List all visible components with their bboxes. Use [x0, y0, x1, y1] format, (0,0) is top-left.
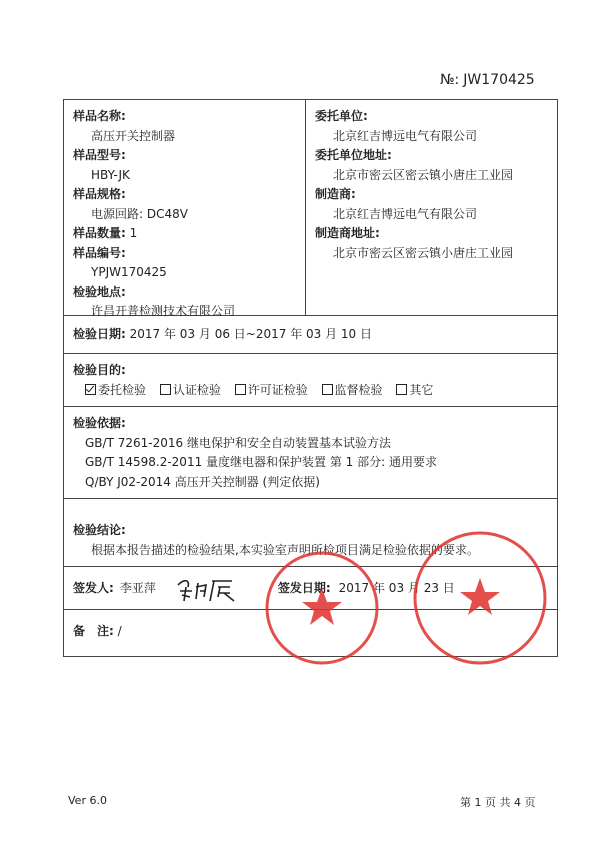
sample-model-label: 样品型号: — [73, 148, 126, 162]
issue-date-label: 签发日期: — [277, 581, 331, 596]
inspection-date-value: 2017 年 03 月 06 日~2017 年 03 月 10 日 — [129, 327, 372, 341]
sample-model-value: HBY-JK — [91, 167, 130, 182]
manufacturer-address-value: 北京市密云区密云镇小唐庄工业园 — [333, 245, 514, 260]
sample-spec-label: 样品规格: — [73, 187, 126, 201]
client-info-cell — [306, 100, 558, 316]
report-number-value: JW170425 — [463, 72, 535, 88]
sample-spec-value: 电源回路: DC48V — [91, 206, 188, 221]
checkbox[interactable] — [396, 384, 407, 395]
client-address-label: 委托单位地址: — [315, 148, 392, 162]
inspection-site-value: 许昌开普检测技术有限公司 — [91, 304, 236, 318]
handwritten-signature — [174, 575, 238, 603]
sample-qty-label: 样品数量: — [73, 226, 126, 240]
issuer-name: 李亚萍 — [119, 581, 156, 596]
remark-value: / — [117, 624, 122, 638]
checkbox[interactable] — [235, 384, 246, 395]
issuer-label: 签发人: — [73, 581, 114, 596]
basis-standard: Q/BY J02-2014 高压开关控制器 (判定依据) — [85, 474, 320, 489]
inspection-purpose-label: 检验目的: — [73, 363, 126, 377]
manufacturer-value: 北京红吉博远电气有限公司 — [333, 206, 478, 221]
report-number-label: №: — [440, 72, 460, 88]
sample-name-value: 高压开关控制器 — [91, 128, 176, 143]
page-indicator: 第 1 页 共 4 页 — [460, 796, 536, 809]
basis-standard: GB/T 7261-2016 继电保护和安全自动装置基本试验方法 — [85, 435, 391, 450]
manufacturer-label: 制造商: — [315, 187, 356, 201]
checkbox[interactable] — [160, 384, 171, 395]
inspection-basis-row — [64, 407, 558, 499]
issue-date-value: 2017 年 03 月 23 日 — [338, 581, 455, 596]
inspection-date-label: 检验日期: — [73, 327, 126, 341]
purpose-option-other[interactable]: 其它 — [396, 381, 433, 401]
inspection-conclusion-label: 检验结论: — [73, 523, 126, 537]
purpose-options — [73, 381, 548, 401]
company-seal-stamp — [262, 548, 382, 668]
purpose-option-commissioned[interactable]: 委托检验 — [85, 381, 146, 401]
inspection-purpose-row — [64, 354, 558, 407]
inspection-basis-label: 检验依据: — [73, 416, 126, 430]
manufacturer-address-label: 制造商地址: — [315, 226, 380, 240]
sample-name-label: 样品名称: — [73, 109, 126, 123]
purpose-option-certification[interactable]: 认证检验 — [160, 381, 221, 401]
purpose-option-license[interactable]: 许可证检验 — [235, 381, 308, 401]
sample-qty-value: 1 — [129, 226, 138, 240]
sample-info-cell — [64, 100, 306, 316]
client-address-value: 北京市密云区密云镇小唐庄工业园 — [333, 167, 514, 182]
inspection-center-seal-stamp — [410, 528, 550, 668]
client-unit-value: 北京红吉博远电气有限公司 — [333, 128, 478, 143]
client-unit-label: 委托单位: — [315, 109, 368, 123]
remark-label: 备 注: — [73, 624, 114, 638]
basis-standard: GB/T 14598.2-2011 量度继电器和保护装置 第 1 部分: 通用要求 — [85, 455, 437, 469]
sample-id-value: YPJW170425 — [91, 265, 167, 279]
checkbox[interactable] — [85, 384, 96, 395]
inspection-conclusion-text: 根据本报告描述的检验结果,本实验室声明所检项目满足检验依据的要求。 — [91, 542, 479, 557]
sample-id-label: 样品编号: — [73, 245, 126, 260]
inspection-site-label: 检验地点: — [73, 284, 126, 299]
checkbox[interactable] — [322, 384, 333, 395]
form-version: Ver 6.0 — [68, 794, 107, 807]
sample-client-row — [64, 100, 558, 316]
purpose-option-supervision[interactable]: 监督检验 — [322, 381, 383, 401]
report-number — [440, 72, 535, 88]
